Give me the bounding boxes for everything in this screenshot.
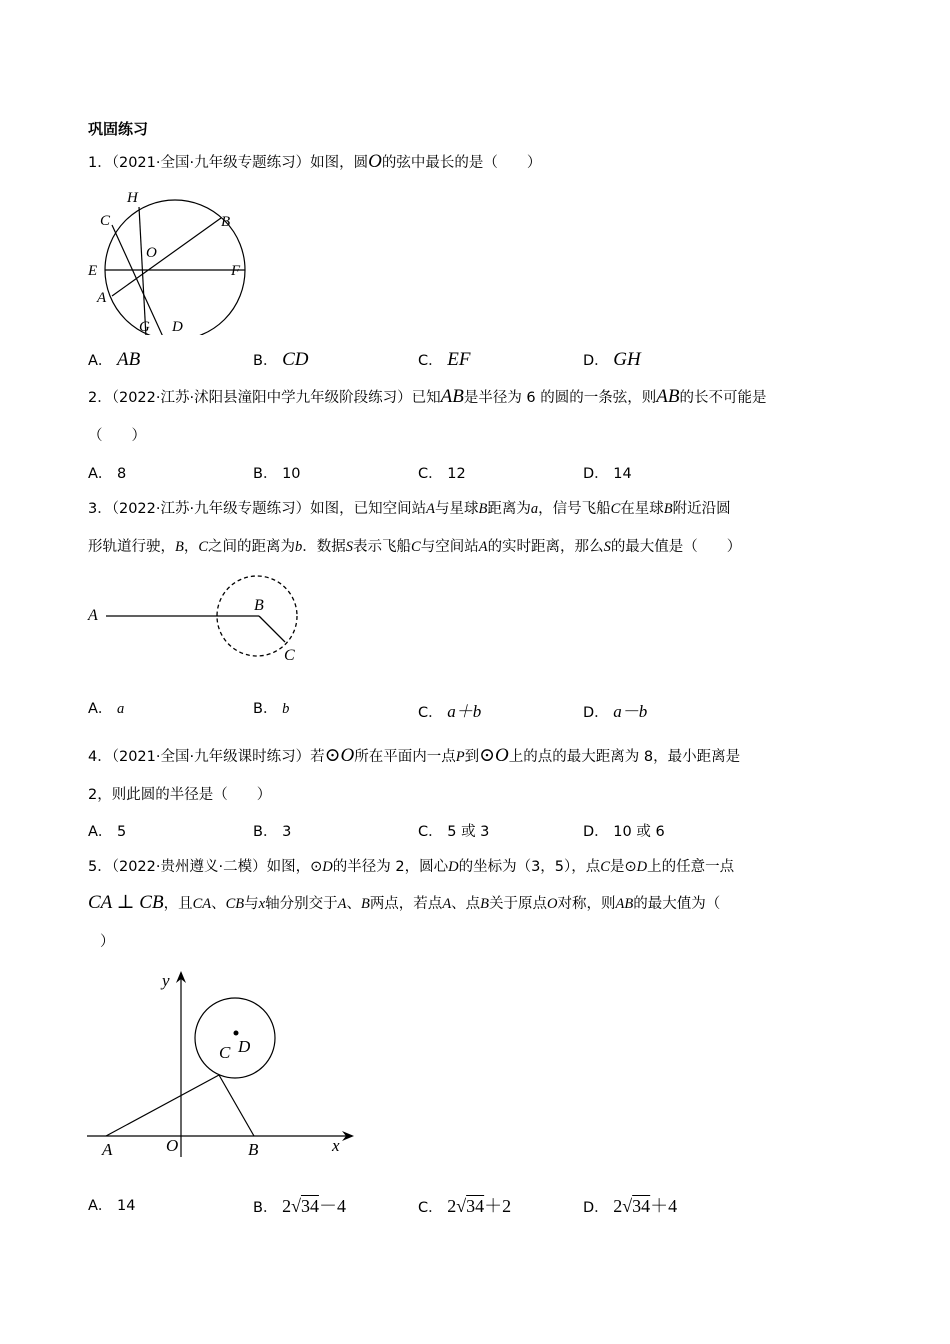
section-title: 巩固练习	[88, 120, 149, 138]
q5-stem-line2: CA ⊥ CB，且CA、CB与x轴分别交于A、B两点，若点A、点B关于原点O对称，则AB的最大值为（	[88, 892, 721, 913]
q2-option-b[interactable]: B． 10	[253, 466, 301, 482]
radical-sign: √	[622, 1196, 633, 1216]
q3-option-c[interactable]: C． a＋b	[418, 702, 482, 721]
chord-ab	[112, 218, 221, 296]
segment-ca	[106, 1075, 219, 1136]
q1-option-a[interactable]: A． AB	[88, 349, 141, 370]
q1-circle-figure	[82, 185, 252, 335]
q3-option-b[interactable]: B． b	[253, 701, 290, 717]
radical-sign: √	[456, 1196, 467, 1216]
q3-figure	[82, 570, 312, 670]
label-d: D	[238, 1037, 251, 1056]
chord-cd	[112, 225, 164, 335]
circle-d	[195, 998, 275, 1078]
label-c: C	[219, 1043, 231, 1062]
q3-stem-line1: 3．（2022·江苏·九年级专题练习）如图，已知空间站A与星球B距离为a，信号飞船C在星球B附近沿圆	[88, 501, 731, 517]
q2-stem: 2．（2022·江苏·沭阳县潼阳中学九年级阶段练习）已知AB是半径为 6 的圆的一条弦，则AB的长不可能是	[88, 386, 767, 407]
q1-option-d[interactable]: D． GH	[583, 349, 641, 370]
label-e: E	[88, 263, 98, 279]
label-d: D	[172, 319, 183, 335]
q3-option-d[interactable]: D． a－b	[583, 702, 648, 721]
label-h: H	[127, 190, 138, 206]
q4-stem-line1: 4．（2021·全国·九年级课时练习）若⊙O所在平面内一点P到⊙O上的点的最大距离为 8，最小距离是	[88, 745, 741, 766]
radical-sign: √	[291, 1196, 301, 1216]
label-b: B	[248, 1140, 259, 1159]
q3-option-a[interactable]: A． a	[88, 701, 125, 717]
q1-option-c[interactable]: C． EF	[418, 349, 471, 370]
q4-stem-line2: 2，则此圆的半径是（ ）	[88, 787, 272, 803]
segment-cb	[219, 1075, 254, 1136]
segment-bc	[259, 616, 285, 642]
label-f: F	[231, 263, 241, 279]
q5-stem-line1: 5．（2022·贵州遵义·二模）如图，⊙D的半径为 2，圆心D的坐标为（3，5），点C是⊙D上的任意一点	[88, 859, 735, 875]
label-o: O	[166, 1136, 179, 1155]
label-o: O	[146, 245, 157, 261]
label-g: G	[139, 319, 150, 335]
q4-option-c[interactable]: C． 5 或 3	[418, 824, 490, 840]
q5-option-a[interactable]: A． 14	[88, 1198, 136, 1214]
label-x: x	[332, 1136, 340, 1155]
label-a: A	[97, 290, 107, 306]
q1-option-b[interactable]: B． CD	[253, 349, 309, 370]
q5-figure	[82, 965, 362, 1165]
label-a: A	[88, 607, 98, 624]
label-c: C	[284, 647, 295, 664]
q5-option-c[interactable]: C． 2√34＋2	[418, 1196, 512, 1216]
label-b: B	[254, 597, 264, 614]
q5-option-b[interactable]: B． 2√34－4	[253, 1196, 346, 1216]
q1-stem: 1．（2021·全国·九年级专题练习）如图，圆O的弦中最长的是（ ）	[88, 151, 542, 172]
q4-option-b[interactable]: B． 3	[253, 824, 292, 840]
q2-option-d[interactable]: D． 14	[583, 466, 632, 482]
label-c: C	[100, 213, 111, 229]
label-b: B	[221, 214, 231, 230]
q5-stem-line3: ）	[100, 934, 115, 950]
q4-option-d[interactable]: D． 10 或 6	[583, 824, 665, 840]
q4-option-a[interactable]: A． 5	[88, 824, 127, 840]
center-d-dot	[234, 1031, 239, 1036]
q2-stem-line2: （ ）	[88, 428, 146, 444]
q2-option-a[interactable]: A． 8	[88, 466, 127, 482]
label-a: A	[102, 1140, 113, 1159]
q2-option-c[interactable]: C． 12	[418, 466, 466, 482]
label-y: y	[162, 971, 170, 990]
chord-gh	[139, 207, 146, 335]
q5-option-d[interactable]: D． 2√34＋4	[583, 1196, 678, 1216]
q3-stem-line2: 形轨道行驶，B，C之间的距离为b．数据S表示飞船C与空间站A的实时距离，那么S的最大值是（ ）	[88, 539, 742, 555]
